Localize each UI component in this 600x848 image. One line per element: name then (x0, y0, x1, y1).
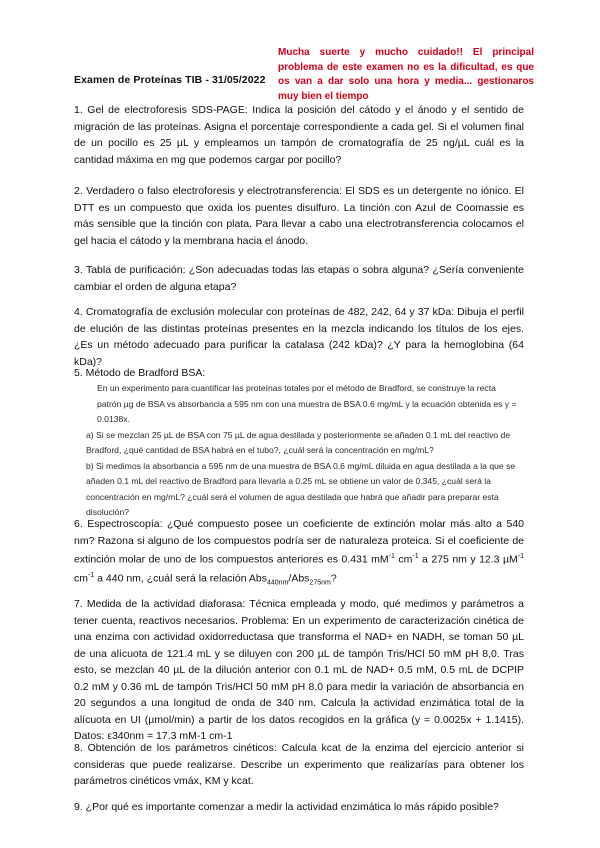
question-5-part-b: b) Si medimos la absorbancia a 595 nm de una muestra de BSA 0.6 mg/mL diluida en agua destilada a la que se añaden 0.1 mL del reactivo de Bradford para llevarla a 0.25 mL se obtiene un valor de 0.345, ¿cuál será la concentración en mg/mL? ¿cuál será el volumen de agua destilada que habrá que añadir para preparar esta disolución? (86, 460, 516, 517)
question-5-intro: En un experimento para cuantificar las proteínas totales por el método de Bradford, se construye la recta patrón µg de BSA vs absorbancia a 595 nm con una muestra de BSA 0.6 mg/mL y la ecuación obtenida es y = 0.0138x. (97, 383, 517, 424)
exam-title: Examen de Proteínas TIB - 31/05/2022 (74, 74, 266, 86)
question-5-part-a: a) Si se mezclan 25 µL de BSA con 75 µL de agua destilada y posteriormente se añaden 0.1 mL del reactivo de Bradford, ¿qué cantidad de BSA habrá en el tubo?, ¿cuál será la concentración en mg/mL? (86, 429, 511, 455)
question-8: 8. Obtención de los parámetros cinéticos: Calcula kcat de la enzima del ejercicio anterior si consideras que puede realizarse. Describe un experimento que realizarías para obtener los parámetros cinéticos vmáx, KM y kcat. (74, 742, 524, 787)
question-4: 4. Cromatografía de exclusión molecular con proteínas de 482, 242, 64 y 37 kDa: Dibuja el perfil de elución de las distintas proteínas presentes en la mezcla indicando los títulos de los ejes. ¿Es un método adecuado para purificar la catalasa (242 kDa)? ¿Y para la hemoglobina (64 kDa)? (74, 306, 524, 368)
warning-note: Mucha suerte y mucho cuidado!! El principal problema de este examen no es la dificultad, es que os van a dar solo una hora y media... gestionaros muy bien el tiempo (278, 47, 534, 102)
question-2: 2. Verdadero o falso electroforesis y electrotransferencia: El SDS es un detergente no iónico. El DTT es un compuesto que oxida los puentes disulfuro. La tinción con Azul de Coomassie es más sensible que la tinción con plata. Para llevar a cabo una electrotransferencia colocamos el gel hacia el cátodo y la membrana hacia el ánodo. (74, 185, 524, 247)
question-5-body (86, 381, 518, 521)
question-7: 7. Medida de la actividad diaforasa: Técnica empleada y modo, qué medimos y parámetros a tener cuenta, reactivos necesarios. Problema: En un experimento de caracterización cinética de una enzima con actividad oxidorreductasa que transforma el NAD+ en NADH, se toman 50 µL de una alícuota de 121.4 mL y se diluyen con 200 µL de tampón Tris/HCl 50 mM pH 8,0. Tras esto, se mezclan 40 µL de la dilución anterior con 0.1 mL de NAD+ 0.5 mM, 0.5 mL de DCPIP 0.2 mM y 0.36 mL de tampón Tris/HCl 50 mM pH 8,0 para medir la variación de absorbancia en 20 segundos a una longitud de onda de 340 nm. Calcula la actividad enzimática total de la alícuota en UI (µmol/min) a partir de los datos recogidos en la gráfica (y = 0.0025x + 1.1415). Datos: ε340nm = 17.3 mM-1 cm-1 (74, 598, 524, 742)
question-5-title: 5. Método de Bradford BSA: (74, 367, 206, 379)
question-9: 9. ¿Por qué es importante comenzar a medir la actividad enzimática lo más rápido posible? (74, 801, 499, 813)
question-3: 3. Tabla de purificación: ¿Son adecuadas todas las etapas o sobra alguna? ¿Sería conveniente cambiar el orden de alguna etapa? (74, 264, 524, 293)
question-1: 1. Gel de electroforesis SDS-PAGE: Indica la posición del cátodo y el ánodo y el sentido de migración de las proteínas. Asigna el porcentaje correspondiente a cada gel. Si el volumen final de un pocillo es 25 µL y empleamos un tampón de cromatografía de 25 ng/µL cuál es la cantidad máxima en mg que podemos cargar por pocillo? (74, 104, 524, 166)
question-6: 6. Espectroscopía: ¿Qué compuesto posee un coeficiente de extinción molar más alto a 540 nm? Razona si alguno de los compuestos podría ser de naturaleza proteica. Si el coeficiente de extinción molar de uno de los compuestos anteriores es 0.431 $mM^{-1}$ $cm^{-1}$ a 275 nm y 12.3 µM$^{-1}$ $cm^{-1}$ a 440 nm, ¿cuál será la relación Abs$_{440nm}$/Abs$_{275nm}$? (74, 518, 524, 587)
